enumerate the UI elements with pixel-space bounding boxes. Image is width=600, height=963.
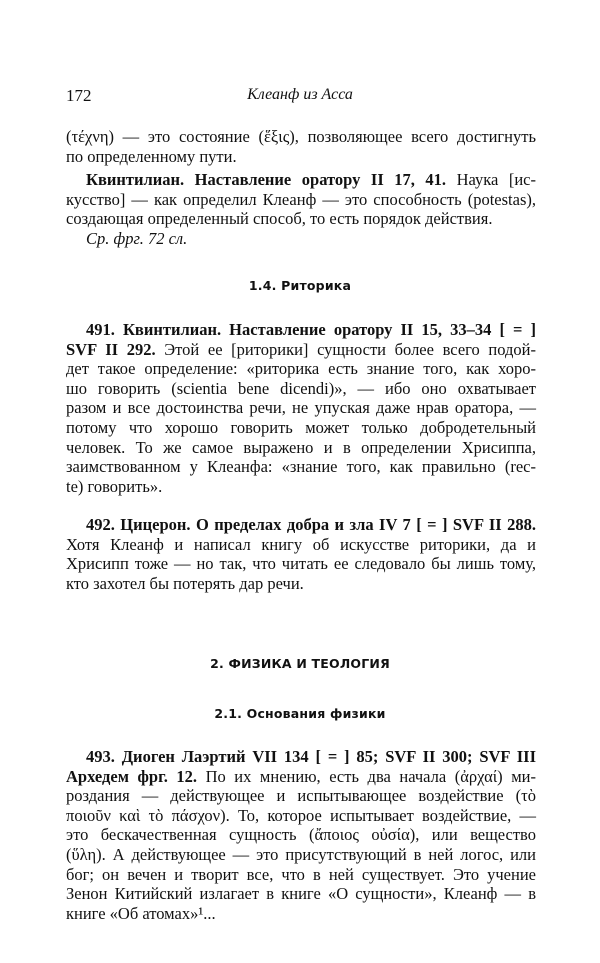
line-text: Ср. фрг. 72 сл. [86,228,188,248]
line-text: роздания — действующее и испытывающее воздействие (τὸ [66,786,536,806]
section-heading-rhetoric: 1.4. Риторика [248,278,352,293]
line-text: Этой ее [риторики] сущности более всего подой- [155,339,536,359]
line-text: te) говорить». [66,476,163,496]
text-line [66,865,536,885]
text-line [66,147,536,167]
text-line [66,209,536,229]
text-line [66,477,536,497]
text-line [66,554,536,574]
line-text: кто захотел бы потерять дар речи. [66,573,304,593]
text-line [66,340,536,360]
line-text: по определенному пути. [66,146,237,166]
text-line [66,379,536,399]
text-line [66,574,536,594]
text-line [66,320,536,340]
paragraph-493 [66,747,536,923]
text-line [66,904,536,924]
line-text: ποιοῦν καὶ τὸ πάσχον). То, которое испытывает воздействие, — [66,805,536,825]
line-text: создающая определенный способ, то есть порядок действия. [66,209,493,229]
text-line [66,438,536,458]
line-text: книге «Об атомах»¹... [66,903,216,923]
citation-bold: 491. Квинтилиан. Наставление оратору II 15, 33–34 [ = ] [86,320,536,339]
line-text: По их мнению, есть два начала (ἀρχαί) ми- [197,766,536,786]
paragraph-492 [66,515,536,593]
line-text: человек. То же самое выражено и в определении Хрисиппа, [66,437,536,457]
text-line [66,786,536,806]
line-text: Зенон Китийский излагает в книге «О сущности», Клеанф — в [66,884,536,904]
text-line [66,398,536,418]
line-text: бог; он вечен и творит все, что в ней существует. Это учение [66,864,536,884]
text-line [66,884,536,904]
citation-bold: SVF II 292. [66,339,156,359]
citation-bold: 492. Цицерон. О пределах добра и зла IV 7 [ = ] SVF II 288. [86,515,536,534]
text-line [66,229,536,249]
line-text: это бескачественная сущность (ἄποιος οὐσία), или вещество [66,825,536,845]
chapter-heading-physics: 2. ФИЗИКА И ТЕОЛОГИЯ [210,656,390,671]
text-line [66,806,536,826]
paragraph-491 [66,320,536,496]
text-line [66,767,536,787]
line-text: шо говорить (scientia bene dicendi)», — ибо оно охватывает [66,378,536,398]
line-text: кусство] — как определил Клеанф — это способность (potestas), [66,189,536,209]
citation-bold: 493. Диоген Лаэртий VII 134 [ = ] 85; SVF II 300; SVF III [86,747,536,766]
line-text: дет такое определение: «риторика есть знание того, как хоро- [66,359,536,379]
line-text: разом и все достоинства речи, не упуская даже нрав оратора, — [66,398,536,418]
section-heading-foundations: 2.1. Основания физики [214,706,386,721]
line-text: (ὕλη). А действующее — это присутствующий в ней логос, или [66,844,536,864]
text-line [66,418,536,438]
paragraph-quintilian [66,170,536,248]
text-line [66,190,536,210]
text-line [66,457,536,477]
line-text: Хрисипп тоже — но так, что читать ее следовало бы лишь тому, [66,554,536,574]
citation-bold: Квинтилиан. Наставление оратору II 17, 41. [86,170,447,189]
text-line [66,535,536,555]
text-line [66,127,536,147]
line-text: (τέχνη) — это состояние (ἕξις), позволяющее всего достигнуть [66,127,536,146]
text-line [66,825,536,845]
line-text: заимствованном у Клеанфа: «знание того, как правильно (rec- [66,457,536,477]
line-text: Хотя Клеанф и написал книгу об искусстве риторики, да и [66,534,536,554]
text-line [66,170,536,190]
running-title: Клеанф из Асса [247,86,353,103]
text-line [66,359,536,379]
citation-bold: Архедем фрг. 12. [66,766,198,786]
line-text: потому что хорошо говорить может только добродетельный [66,417,536,437]
text-line [66,747,536,767]
text-line [66,845,536,865]
page-number: 172 [66,86,92,105]
line-text: Наука [ис- [446,170,536,189]
text-line [66,515,536,535]
paragraph-intro [66,127,536,166]
